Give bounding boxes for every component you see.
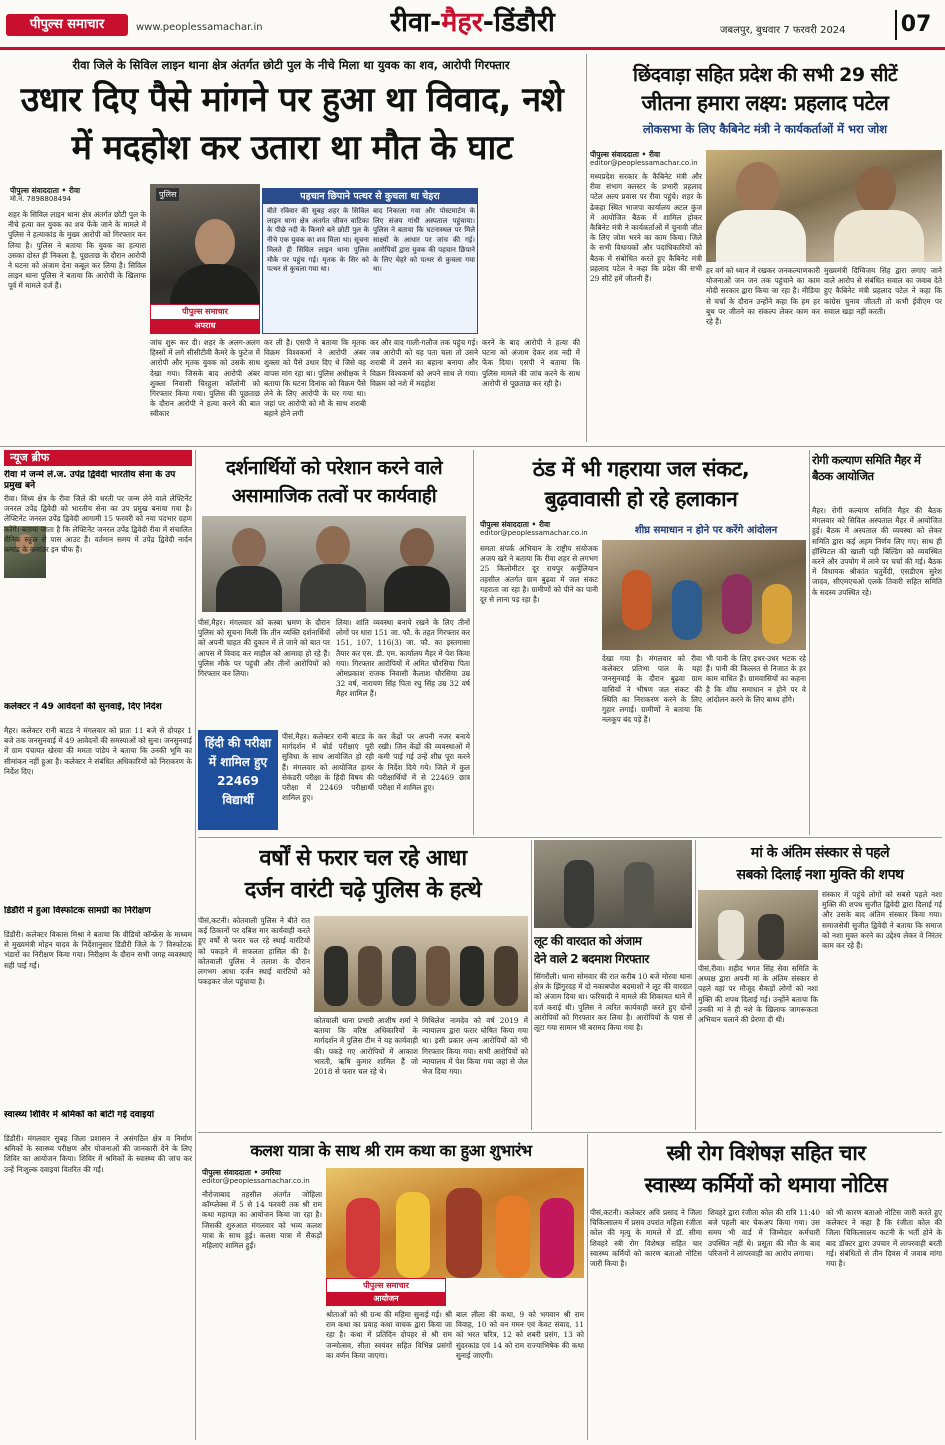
- headline-line-1: मां के अंतिम संस्कार से पहले: [750, 845, 890, 861]
- section-title: रीवा-मैहर-डिंडौरी: [390, 7, 555, 38]
- inset-col-1: बीते रविवार की सुबह शहर के सिविल लाइन थाना क्षेत्र अंतर्गत जीवन वाटिका के पीछे नदी के किनारे बने छोटी पुल के नीचे एक युवक का शव मिला था। सूचना मिलते ही सिविल लाइन थाना पुलिस मौके पर पहुंच गई। मृतक के सिर को पत्थर से कुचला गया था।: [267, 207, 369, 274]
- kalash-yatra-photo: [326, 1168, 584, 1278]
- story-antisocial: [198, 450, 470, 835]
- headline-line-2: सबको दिलाई नशा मुक्ति की शपथ: [736, 867, 904, 883]
- headline-line-1: लूट की वारदात को अंजाम: [534, 934, 642, 948]
- headline-line-1: वर्षों से फरार चल रहे आधा: [259, 846, 467, 871]
- body-col-4: कर और वाद गाली-गलौज तक पहुंच गई। जब आरोपी को यह पता चला तो उसने शराबी में उसने का बहाना बनाया और विक्रम विश्वकर्मा को अपने साथ ले गया। विक्रम को नशे में मदहोश: [370, 338, 478, 388]
- robbers-photo: [534, 840, 692, 928]
- body-col-1: नौरोजाबाद तहसील अंतर्गत जोहिला कॉम्प्लेक्स में 5 से 14 फरवरी तक श्री राम कथा महायज्ञ का आयोजन किया जा रहा है। जिसकी शुरुआत मंगलवार को भव्य कलश यात्रा के साथ हुई। कलश यात्रा में सैकड़ों महिलाएं शामिल हुईं।: [202, 1190, 322, 1251]
- body-col-2: कोतवाली थाना प्रभारी आशीष शर्मा ने बताया कि वरिष्ठ अधिकारियों के मार्गदर्शन में पुलिस टीम ने यह कार्यवाही की। पकड़े गए आरोपियों में आकाश भारती, ऋषि कुमार शामिल हैं जो 2018 से फरार चल रहे थे।: [314, 1016, 418, 1077]
- byline: पीपुल्स संवाददाता • रीवा editor@peoplessamachar.co.in: [590, 150, 698, 167]
- story-health-notice: [590, 1134, 942, 1440]
- story-prahlad-patel: [590, 54, 942, 444]
- headline-line-2: देने वाले 2 बदमाश गिरफ्तार: [534, 952, 649, 966]
- page-number: 07: [895, 10, 935, 40]
- warrantees-photo: [314, 916, 528, 1012]
- deck: शीघ्र समाधान न होने पर करेंगे आंदोलन: [634, 525, 778, 536]
- headline-line-1: ठंड में भी गहराया जल संकट,: [532, 457, 750, 481]
- site-url[interactable]: www.peoplessamachar.in: [136, 22, 263, 33]
- body-col-2: जांच शुरू कर दी। शहर के अलग-अलग हिस्सों में लगे सीसीटीवी कैमरे के फुटेज में आरोपी और मृतक युवक को उसके साथ देखा गया। जिसके बाद आरोपी अंबर शुक्ला निवासी चिरहुला कॉलोनी को गिरफ्तार किया गया। पुलिस की पूछताछ के दौरान आरोपी ने हत्या करने की बात स्वीकार: [150, 338, 260, 419]
- body: सिंगरौली। थाना सोमवार की रात करीब 10 बजे मोरवा थाना क्षेत्र के झिंगुरदह में दो नकाबपोश बदमाशों ने लूट की वारदात को अंजाम दिया था। फरियादी ने मामले की शिकायत थाने में दर्ज कराई थी। पुलिस ने त्वरित कार्यवाही करते हुए दोनों आरोपियों को गिरफ्तार कर लिया है। आरोपियों के पास से लूटा गया सामान भी बरामद किया गया है।: [534, 972, 692, 1033]
- story-robbery: [534, 840, 692, 1130]
- body-col-3: कर ली है। एसपी ने बताया कि मृतक विक्रम विश्वकर्मा ने आरोपी अंबर शुक्ला को पैसे उधार दिए थे जिसे वह वापस मांग रहा था। पुलिस अधीक्षक ने बताया कि घटना दिनांक को विक्रम पैसे लेने के लिए आरोपी के घर गया था। जहां पर आरोपी को मौ के साथ शराबी बहाने होने लगी: [264, 338, 366, 419]
- body-col-3: भी पानी के लिए इधर-उधर भटक रहे हैं। पानी की किल्लत से निजात के हर काम वाधित हैं। ग्रामवासियों का कहना है कि शीघ्र समाधान न होने पर वे आंदोलन करने के लिए बाध्य होंगे।: [706, 654, 806, 704]
- body-col-2: शिवहरे द्वारा रंजीता कोल की रात्रि 11:40 बजे पहली बार चेकअप किया गया। उस समय भी वार्ड में जिम्मेदार कर्मचारी उपस्थित नहीं थे। प्रसूता की मौत के बाद परिजनों ने लापरवाही का आरोप लगाया।: [708, 1208, 820, 1258]
- deck: लोकसभा के लिए कैबिनेट मंत्री ने कार्यकर्ताओं में भरा जोश: [642, 122, 888, 136]
- brief-body-2: मैहर। कलेक्टर रानी बाटड ने मंगलवार को प्रातः 11 बजे से दोपहर 1 बजे तक जनसुनवाई में 49 आवेदनों की समस्याओं को सुना। जनसुनवाई में ग्राम पंचायत खेरवा की ममता पांडेय ने बताया कि उनकी भूमि का सीमांकन नहीं हुआ है। कलेक्टर ने संबंधित अधिकारियों को निराकरण के निर्देश दिए।: [4, 726, 192, 776]
- body-col-2: संस्कार में पहुंचे लोगों को सबसे पहले नशा मुक्ति की शपथ सुजीत द्विवेदी द्वारा दिलाई गई और उसके बाद अंतिम संस्कार किया गया। समाजसेवी सुजीत द्विवेदी ने बताया कि समाज को नशा मुक्त करने का उद्देश्य लेकर वे निरंतर काम कर रहे हैं।: [822, 890, 942, 951]
- body-col-1: शहर के सिविल लाइन थाना क्षेत्र अंतर्गत छोटी पुल के नीचे हत्या कर युवक का शव फेंके जाने के मामले में पुलिस ने हत्याकांड के मुख्य आरोपी को गिरफ्तार कर लिया है। पुलिस ने बताया कि युवक का हत्यारा उसका दोस्त ही निकला है, पूछताछ के दौरान आरोपी ने घटना को अंजाम देना कबूल कर लिया है। सिविल लाइन थाना पुलिस ने बताया कि आरोपी के खिलाफ पूर्व में मामले दर्ज हैं।: [8, 210, 146, 291]
- accused-photo-group: [202, 516, 466, 612]
- body-col-1: पीसं,कटनी। कलेक्टर अवि प्रसाद ने जिला चिकित्सालय में प्रसव उपरांत महिला रंजीता कोल की मृत्यु के मामले में डॉ. सीमा शिवहरे स्त्री रोग विशेषज्ञ सहित चार स्वास्थ्य कर्मियों को कारण बताओ नोटिस जारी किया है।: [590, 1208, 702, 1269]
- story-deaddiction-oath: [698, 840, 942, 1130]
- exam-col-1: पीसं,मैहर। कलेक्टर रानी बाटड के मार्गदर्शन में बोर्ड परीक्षाएं पूरी सुविधा के साथ आयोजित हो रही हैं। मंगलवार को आयोजित हायर सेकंडरी परीक्षा के हिंदी विषय की परीक्षा में 22469 परीक्षार्थी शामिल हुए।: [282, 732, 374, 803]
- story-patient-welfare: [812, 450, 942, 835]
- byline: पीपुल्स संवाददाता • उमरिया editor@peoplessamachar.co.in: [202, 1168, 310, 1185]
- body-col-5: करने के बाद आरोपी ने हत्या की घटना को अंजाम देकर शव नदी में फेंक दिया। एसपी ने बताया कि पुलिस मामले की जांच करने के साथ आरोपी से पूछताछ कर रही है।: [482, 338, 580, 388]
- headline: उधार दिए पैसे मांगने पर हुआ था विवाद, नशे में मदहोश कर उतारा था मौत के घाट: [20, 80, 564, 168]
- brief-headline-2: कलेक्टर ने 49 आवेदनों की सुनवाई, दिए निर्देश: [4, 702, 162, 712]
- brief-headline-4: स्वास्थ्य शिविर में श्रमिकों को बांटी गई दवाइयां: [4, 1110, 155, 1120]
- body-col-1: पीसं,कटनी। कोतवाली पुलिस ने बीते रात कई ठिकानों पर दबिश मार कार्यवाही करते हुए वर्षों से फरार चल रहे स्थाई वारंटियों को पकड़ने में सफलता हासिल की है। कोतवाली पुलिस ने तलाश के दौरान लगभग आधा दर्जन स्थाई वारंटियों को पकड़कर जेल पहुंचाया है।: [198, 916, 310, 987]
- body-col-3: मुख्यमंत्री दिग्विजय सिंह द्वारा लगाए जाने वाले आरोप से संबंधित सवाल का जवाब देते हुए कैबिनेट मंत्री प्रहलाद पटेल ने कहा कि कांग्रेस चुनाव जीतती तो कभी ईवीएम पर सवाल खड़ा नहीं करती।: [824, 266, 942, 316]
- story-water-crisis: [476, 450, 806, 835]
- brief-headline-3: डिंडौरी में हुआ विस्फोटक सामग्री का निरीक्षण: [4, 906, 151, 916]
- exam-col-2: कर केंद्रों पर अपनी नजर बनाये रखी। जिन केंद्रों की व्यवस्थाओं में कमी पाई गई उन्हें शीघ्र पूरा करने के निर्देश दिये गये। जिले में कुल परीक्षार्थियों में से 22469 छात्र परीक्षा में शामिल हुए।: [378, 732, 470, 793]
- story-murder: [0, 54, 584, 444]
- headline-line-2: स्वास्थ्य कर्मियों को थमाया नोटिस: [644, 1173, 888, 1197]
- section-badge: पीपुल्स समाचार अपराध: [150, 304, 260, 334]
- section-badge: पीपुल्स समाचार आयोजन: [326, 1278, 446, 1306]
- exam-promo: हिंदी की परीक्षा में शामिल हुए 22469 विद्यार्थी: [198, 730, 278, 830]
- news-brief-column: [4, 450, 192, 1440]
- body-col-2: लिया। शांति व्यवस्था बनाये रखने के लिए तीनों लोगों पर धारा 151 जा. फौ. के तहत गिरफ्तार कर 151, 107, 116(3) जा. फौ. का इस्तगासा तैयार कर एस. डी. एम. कार्यालय मैहर में पेश किया गया। गिरफ्तार आरोपियों में अमित चौरसिया पिता ओमप्रकाश राजक निवासी कैलाश चौरसिया उम्र 32 वर्ष, नारायण सिंह पिता रघु सिंह उम्र 32 वर्ष मैहर शामिल हैं।: [336, 618, 470, 699]
- byline: पीपुल्स संवाददाता • रीवा मो.नं. 7898808494: [10, 186, 81, 203]
- headline: कलश यात्रा के साथ श्री राम कथा का हुआ शुभारंभ: [250, 1141, 532, 1160]
- headline: रोगी कल्याण समिति मैहर में बैठक आयोजित: [812, 453, 921, 483]
- headline-line-1: स्त्री रोग विशेषज्ञ सहित चार: [666, 1141, 866, 1165]
- brand-logo: पीपुल्स समाचार: [6, 14, 128, 36]
- inset-col-2: बाद निकाला गया और पोस्टमार्टम के लिए संजय गांधी अस्पताल पहुंचाया। पुलिस ने बताया कि घटनास्थल पर मिले साक्ष्यों के आधार पर जांच की गई। आरोपियों द्वारा युवक की पहचान छिपाने के लिए चेहरे को पत्थर से कुचला गया था।: [373, 207, 475, 274]
- story-ram-katha: [198, 1134, 584, 1440]
- body-col-1: मध्यप्रदेश सरकार के कैबिनेट मंत्री और रीवा संभाग क्लस्टर के प्रभारी प्रहलाद पटेल अल्प प्रवास पर रीवा पहुंचे। शहर के ढेकहा स्थित भाजपा कार्यालय अटल कुंज में आयोजित बैठक में शामिल होकर कैबिनेट मंत्री ने कार्यकर्ताओं में चुनावी जीत के लिए जोश भरने का काम किया। जिले के सभी विधायकों और पदाधिकारियों को बैठक में संबोधित करते हुए कैबिनेट मंत्री प्रहलाद पटेल ने कहा कि प्रदेश की सभी 29 सीटें हमें जीतनी हैं।: [590, 172, 702, 284]
- kicker: रीवा जिले के सिविल लाइन थाना क्षेत्र अंतर्गत छोटी पुल के नीचे मिला था युवक का शव, आरोपी गिरफ्तार: [72, 58, 510, 72]
- brief-headline-1: रीवा में जन्मे ले.ज. उपेंद्र द्विवेदी भारतीय सेना के उप प्रमुख बने: [4, 470, 176, 491]
- body-col-2: देखा गया है। मंगलवार को रीवा कलेक्टर प्रतिभा पाल के यहां जनसुनवाई के दौरान बुढ़वा ग्राम वासियों ने भीषण जल संकट की स्थिति का निराकरण करने के लिए गुहार लगाई। ग्रामीणों ने बताया कि नलकूप बंद पड़े हैं।: [602, 654, 702, 725]
- story-warrants: [198, 840, 528, 1130]
- oath-photo: [698, 890, 818, 960]
- brief-body-3: डिंडौरी। कलेक्टर विकास मिश्रा ने बताया कि वीडियो कॉन्फ्रेंस के माध्यम से मुख्यमंत्री मोहन यादव के निर्देशानुसार डिंडौरी जिले के 7 विस्फोटक भंडारों का निरीक्षण किया गया। निरीक्षण के दौरान सभी जगह व्यवस्थाएं सही पाई गईं।: [4, 930, 192, 970]
- headline-line-2: बुढ़वावासी हो रहे हलाकान: [544, 487, 738, 511]
- masthead: [0, 0, 945, 50]
- villagers-photo: [602, 540, 806, 650]
- inset-box: [262, 188, 478, 334]
- date-line: जबलपुर, बुधवार 7 फरवरी 2024: [720, 25, 846, 36]
- brief-body-1: रीवा। विंध्य क्षेत्र के रीवा जिले की धरती पर जन्म लेने वाले लेफ्टिनेंट जनरल उपेंद्र द्विवेदी को भारतीय सेना का उप प्रमुख बनाया गया है। लेफ्टिनेंट जनरल उपेंद्र द्विवेदी आगामी 15 फरवरी को नया पदभार ग्रहण करेंगे। बताया जाता है कि लेफ्टिनेंट जनरल उपेंद्र द्विवेदी रीवा में संचालित सैनिक स्कूल से पास आउट हैं। वर्तमान समय में उपेंद्र द्विवेदी नार्दन कमांड के कमांडर इन चीफ हैं।: [4, 494, 192, 555]
- headline-line-2: दर्जन वारंटी चढ़े पुलिस के हत्थे: [244, 878, 482, 903]
- body-col-1: समता संपर्क अभियान के राष्ट्रीय संयोजक अजय खरे ने बताया कि रीवा शहर से लगभग 25 किलोमीटर दूर रायपुर कर्चुलियान तहसील अंतर्गत ग्राम बुढ़वा में जल संकट गहराता जा रहा है। ग्रामीणों को पीने का पानी दूर से लाना पड़ रहा है।: [480, 544, 598, 605]
- body-col-1: पीसं,मैहर। मंगलवार को कस्बा भ्रमण के दौरान पुलिस को सूचना मिली कि तीन व्यक्ति दर्शनार्थियों को अपनी चाहत की दुकान में ले जाने को बात पर आपस में विवाद कर माहौल को आमादा हो रहे हैं। पुलिस मौके पर पहुंची और तीनों आरोपियों को गिरफ्तार कर लिया।: [198, 618, 330, 679]
- body-col-3: मिथिलेश नामदेव को वर्ष 2019 में न्यायालय द्वारा फरार घोषित किया गया था। इसी प्रकार अन्य आरोपियों को भी गिरफ्तार किया गया। सभी आरोपियों को न्यायालय में पेश किया गया जहां से जेल भेज दिया गया।: [422, 1016, 528, 1077]
- photo-label: पुलिस: [156, 188, 179, 201]
- news-brief-title: न्यूज ब्रीफ: [4, 450, 192, 466]
- inset-title: पहचान छिपाने पत्थर से कुचला था चेहरा: [263, 189, 477, 204]
- headline-line-2: जीतना हमारा लक्ष्य: प्रहलाद पटेल: [641, 91, 889, 115]
- body-col-3: बाल लीला की कथा, 9 को भगवान श्री राम विवाह, 10 को वन गमन एवं केवट संवाद, 11 को भरत चरित्र, 12 को शबरी प्रसंग, 13 को सुंदरकांड एवं 14 को राम राज्याभिषेक की कथा सुनाई जाएगी।: [456, 1310, 584, 1360]
- body-col-3: को भी कारण बताओ नोटिस जारी करते हुए कलेक्टर ने कहा है कि रंजीता कोल की जिला चिकित्सालय कटनी के भर्ती होने के बाद डॉक्टर द्वारा उपचार में लापरवाही बरती गई। संबंधितों से तीन दिवस में जवाब मांगा गया है।: [826, 1208, 942, 1269]
- headline: दर्शनार्थियों को परेशान करने वाले असामाजिक तत्वों पर कार्यवाही: [225, 457, 443, 507]
- brief-body-4: डिंडौरी। मंगलवार सुबह जिला प्रशासन ने असंगठित क्षेत्र व निर्माण श्रमिकों के स्वास्थ्य परीक्षण और योजनाओं की जानकारी देने के लिए शिविर का आयोजन किया। शिविर में श्रमिकों के स्वास्थ्य की जांच कर उन्हें निःशुल्क दवाइयां वितरित की गईं।: [4, 1134, 192, 1174]
- body-col-2: हर वर्ग को ध्यान में रखकर जनकल्याणकारी योजनाओं जन जन तक पहुंचाने का काम मोदी सरकार द्वारा किया जा रहा है। मीडिया से चर्चा के दौरान उन्होंने कहा कि हम हर बूथ पर जीतने का संकल्प लेकर काम कर रहे हैं।: [706, 266, 820, 327]
- minister-photo: [706, 150, 942, 262]
- body: मैहर। रोगी कल्याण समिति मैहर की बैठक मंगलवार को सिविल अस्पताल मैहर में आयोजित हुई। बैठक में अस्पताल की व्यवस्था को लेकर समिति द्वारा कई अहम निर्णय लिए गए। साथ ही हॉस्पिटल की खाली पड़ी बिल्डिंग को व्यवस्थित करने और उपयोग में लाने पर चर्चा की गई। बैठक में विधायक श्रीकांत चतुर्वेदी, एसडीएम सुरेश जादव, सीएमएचओ एलके तिवारी सहित समिति के सदस्य उपस्थित रहे।: [812, 506, 942, 597]
- body-col-1: पीसं,रीवा। शहीद भगत सिंह सेवा समिति के अध्यक्ष द्वारा अपनी मां के अंतिम संस्कार से पहले वहां पर मौजूद सैकड़ों लोगों को नशा मुक्ति की शपथ दिलाई गई। उन्होंने बताया कि उनकी मां ने ही नशे के खिलाफ जागरूकता अभियान चलाने की प्रेरणा दी थी।: [698, 964, 818, 1025]
- byline: पीपुल्स संवाददाता • रीवा editor@peoplessamachar.co.in: [480, 520, 588, 537]
- body-col-2: श्रोताओं को श्री ग्रन्थ की महिमा सुनाई गई। श्री राम कथा का प्रवाह कथा वाचक द्वारा किया जा रहा है। कथा में प्रतिदिन दोपहर से श्री राम जन्मोत्सव, सीता स्वयंवर सहित विभिन्न प्रसंगों का वर्णन किया जाएगा।: [326, 1310, 452, 1360]
- headline-line-1: छिंदवाड़ा सहित प्रदेश की सभी 29 सीटें: [632, 64, 897, 86]
